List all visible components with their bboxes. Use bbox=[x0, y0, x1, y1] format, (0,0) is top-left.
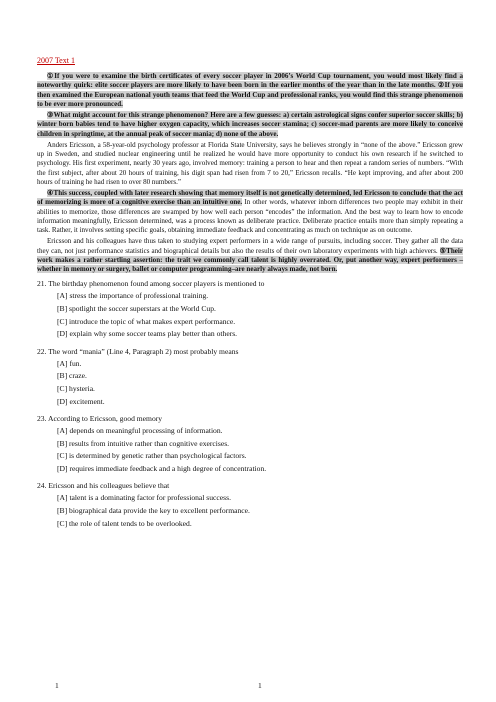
question-stem: 22. The word “mania” (Line 4, Paragraph 2) most probably means bbox=[37, 346, 239, 356]
paragraph-text: ③What might account for this strange phenomenon? Here are a few guesses: a) certain astrological signs confer superior soccer skills; b) winter born babies tend to have higher oxygen capacity, which increases soccer stamina; c) soccer-mad parents are more likely to conceive children in springtime, at the annual peak of soccer mania; d) none of the above. bbox=[37, 111, 463, 138]
option-d: [D] excitement. bbox=[57, 396, 105, 406]
option-b: [B] biographical data provide the key to excellent performance. bbox=[57, 506, 250, 516]
question-23 bbox=[37, 413, 463, 474]
paragraph bbox=[37, 237, 463, 274]
option-a: [A] talent is a dominating factor for professional success. bbox=[57, 493, 231, 503]
question-21 bbox=[37, 278, 463, 339]
option-b: [B] results from intuitive rather than cognitive exercises. bbox=[57, 438, 230, 448]
option-b: [B] craze. bbox=[57, 371, 87, 381]
paragraph bbox=[37, 189, 463, 235]
option-a: [A] depends on meaningful processing of information. bbox=[57, 426, 223, 436]
question-22 bbox=[37, 346, 463, 407]
option-c: [C] hysteria. bbox=[57, 384, 95, 394]
option-c: [C] is determined by genetic rather than psychological factors. bbox=[57, 451, 247, 461]
option-d: [D] explain why some soccer teams play better than others. bbox=[57, 329, 238, 339]
paragraph bbox=[37, 141, 463, 187]
paragraph-text-highlighted: ④This success, coupled with later research showing that memory itself is not genetically determined, led Ericsson to conclude that the act of memorizing is more of a cognitive exercise than an intuitive one. bbox=[37, 189, 463, 207]
paragraph bbox=[37, 111, 463, 139]
footer-page-number-right: 1 bbox=[258, 681, 262, 690]
question-stem: 23. According to Ericsson, good memory bbox=[37, 413, 163, 423]
option-c: [C] the role of talent tends to be overlooked. bbox=[57, 518, 192, 528]
option-a: [A] fun. bbox=[57, 358, 82, 368]
paragraph-text: In other words, whatever inborn differences two people may exhibit in their abilities to memorize, those differences are swamped by how well each person “encodes” the information. And the best way to learn how to encode information meaningfully, Ericsson determined, was a process known as deliberate practice. Deliberate practice entails more than simply repeating a task. Rather, it involves setting specific goals, obtaining immediate feedback and concentrating as much on technique as on outcome. bbox=[37, 198, 463, 234]
option-b: [B] spotlight the soccer superstars at the World Cup. bbox=[57, 304, 216, 314]
question-24 bbox=[37, 480, 463, 529]
question-stem: 21. The birthday phenomenon found among soccer players is mentioned to bbox=[37, 279, 265, 289]
option-d: [D] requires immediate feedback and a high degree of concentration. bbox=[57, 464, 267, 474]
document-page bbox=[37, 56, 463, 530]
questions bbox=[37, 278, 463, 529]
paragraph-text: ①If you were to examine the birth certificates of every soccer player in 2006’s World Cup tournament, you would most likely find a noteworthy quirk: elite soccer players are more likely to have been born in the earlier months of the year than in the late months. ②If you then examined the European national youth teams that feed the World Cup and professional ranks, you would find this strange phenomenon to be ever more pronounced. bbox=[37, 72, 463, 108]
paragraph-text-highlighted: ⑤Their work makes a rather startling assertion: the trait we commonly call talent is highly overrated. Or, put another way, expert performers – whether in memory or surgery, ballet or computer programming–are nearly always made, not born. bbox=[37, 246, 463, 273]
footer-page-number-left: 1 bbox=[55, 681, 59, 690]
paragraph-text: Anders Ericsson, a 58-year-old psychology professor at Florida State University, says he believes strongly in “none of the above.” Ericsson grew up in Sweden, and studied nuclear engineering until he realized he would have more opportunity to conduct his own research if he switched to psychology. His first experiment, nearly 30 years ago, involved memory: training a person to hear and then repeat a random series of numbers. “With the first subject, after about 20 hours of training, his digit span had risen from 7 to 20,” Ericsson recalls. “He kept improving, and after about 200 hours of training he had risen to over 80 numbers.” bbox=[37, 140, 463, 186]
passage bbox=[37, 72, 463, 274]
document-title: 2007 Text 1 bbox=[37, 56, 75, 65]
paragraph bbox=[37, 72, 463, 109]
option-a: [A] stress the importance of professional training. bbox=[57, 291, 209, 301]
option-c: [C] introduce the topic of what makes expert performance. bbox=[57, 316, 236, 326]
question-stem: 24. Ericsson and his colleagues believe that bbox=[37, 481, 170, 491]
paragraph-text: Ericsson and his colleagues have thus taken to studying expert performers in a wide range of pursuits, including soccer. They gather all the data they can, not just performance statistics and biographical details but also the results of their own laboratory experiments with high achievers. bbox=[37, 237, 463, 255]
